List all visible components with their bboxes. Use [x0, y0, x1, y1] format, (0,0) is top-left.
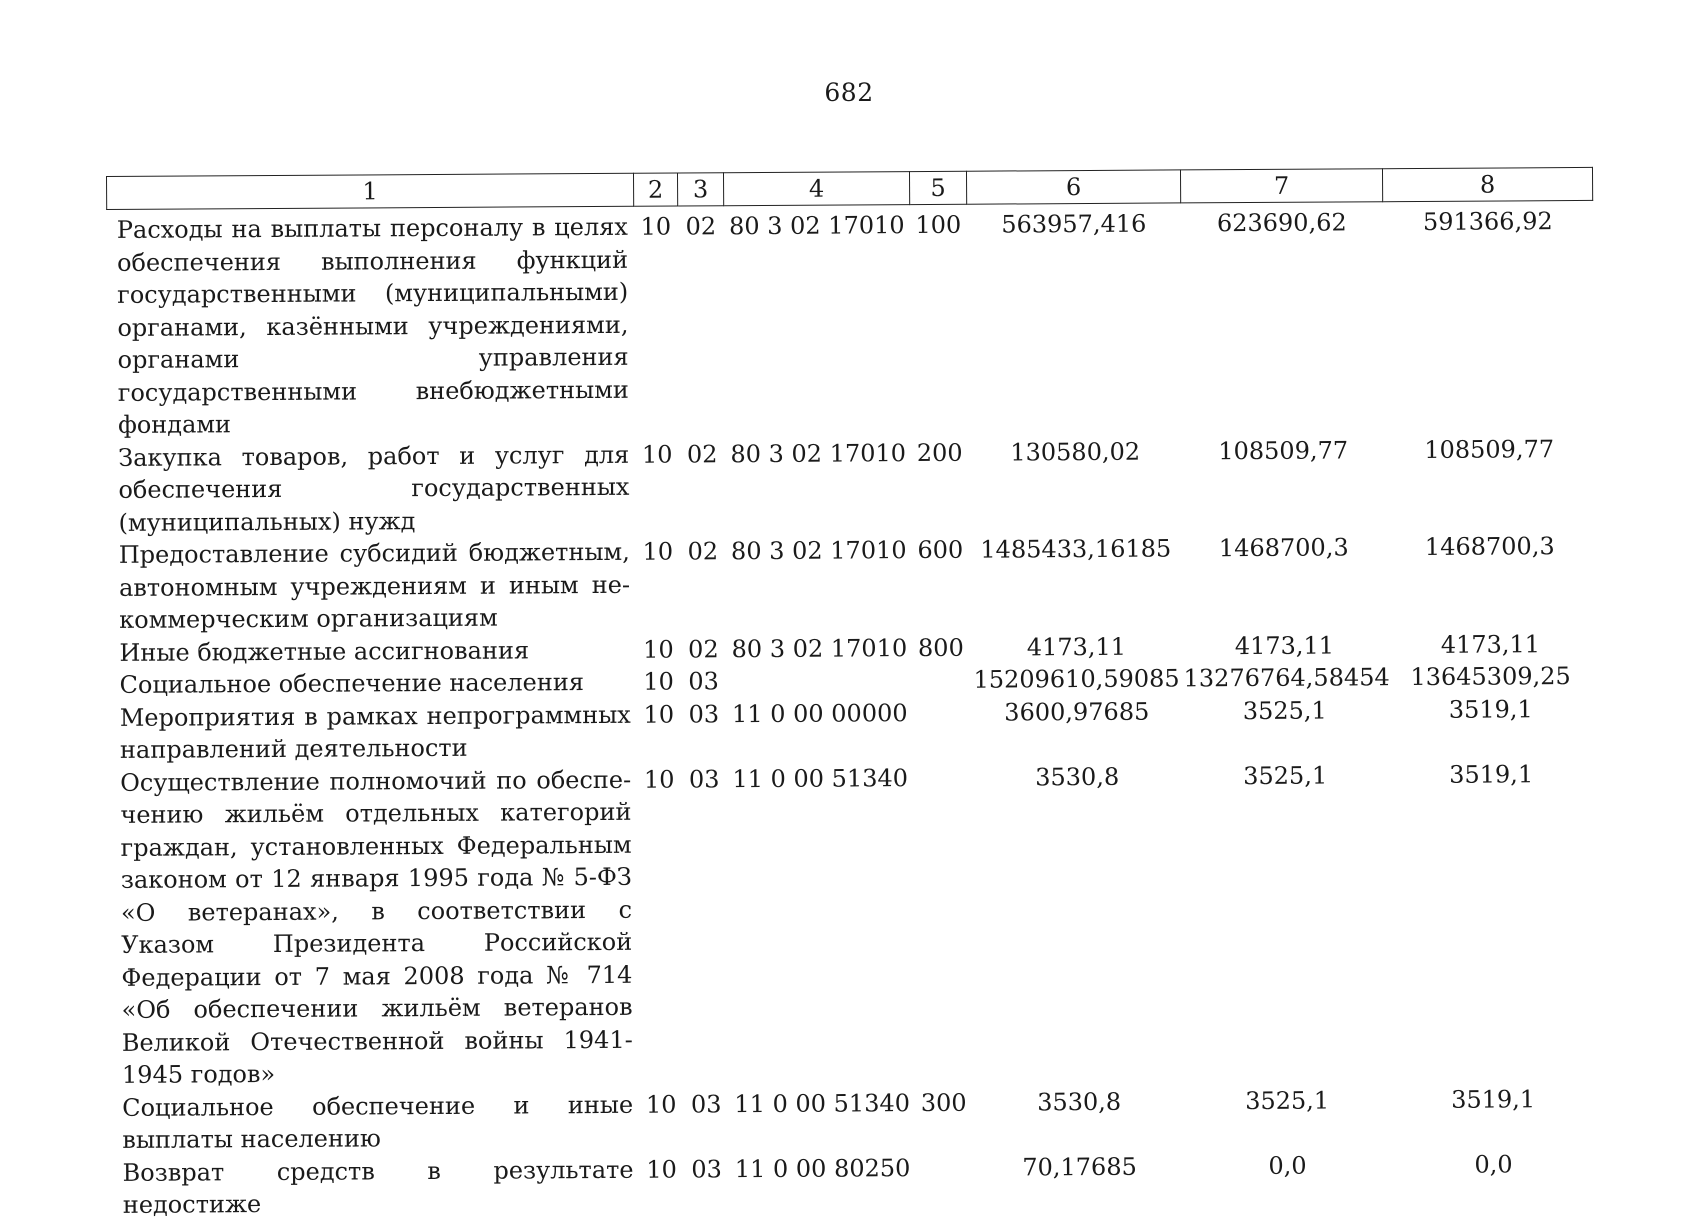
row-amount-col-8: 108509,77 — [1424, 434, 1555, 464]
row-amount-col-6: 3530,8 — [1035, 762, 1120, 791]
row-description: Возврат средств в результате недостиже — [122, 1155, 634, 1219]
row-target-article-code: 11 0 00 51340 — [734, 1088, 911, 1118]
row-section-code: 10 — [643, 667, 674, 696]
table-row — [110, 757, 1598, 1091]
header-col-5: 5 — [909, 171, 966, 204]
row-description: Закупка товаров, работ и услуг для обеспечения государственных (муниципальных) нужд — [118, 440, 630, 537]
row-section-code: 10 — [642, 537, 674, 566]
row-expense-type-code: 100 — [915, 210, 962, 240]
row-expense-type-code — [915, 1151, 972, 1216]
table-row — [112, 1147, 1598, 1221]
row-expense-type-code — [913, 761, 972, 1086]
row-amount-col-7: 623690,62 — [1216, 208, 1347, 238]
row-amount-col-8: 1468700,3 — [1424, 532, 1555, 561]
row-description: Осуществление полномочий по обеспечению жильём отдельных категорий граждан, установленных Федеральным законом от 12 января 1995 года № 5-ФЗ «О ветеранах», в соответствии с Указом Президента Российской Федерации от 7 мая 2008 года № 714 «Об обеспечении жильём ветеранов Великой Отечественной войны 1941-1945 годов» — [120, 765, 633, 1089]
row-amount-col-7: 13276764,58454 — [1183, 663, 1390, 693]
header-col-3: 3 — [677, 173, 723, 206]
row-amount-col-8: 3519,1 — [1451, 1084, 1536, 1114]
table-body — [107, 200, 1599, 1221]
row-section-code: 10 — [643, 635, 674, 664]
row-target-article-code: 11 0 00 80250 — [734, 1153, 911, 1183]
row-amount-col-6: 4173,11 — [1026, 632, 1127, 661]
row-section-code: 10 — [645, 1090, 677, 1119]
row-expense-type-code: 800 — [917, 633, 964, 662]
row-subsection-code: 03 — [691, 1154, 722, 1183]
row-amount-col-7: 3525,1 — [1242, 696, 1327, 725]
row-amount-col-8: 591366,92 — [1422, 207, 1553, 236]
row-subsection-code: 02 — [687, 537, 719, 566]
row-target-article-code: 11 0 00 00000 — [731, 698, 908, 728]
row-subsection-code: 02 — [686, 439, 718, 468]
row-amount-col-6: 563957,416 — [1001, 209, 1147, 239]
row-subsection-code: 03 — [688, 699, 720, 728]
row-subsection-code: 02 — [688, 634, 719, 663]
row-amount-col-6: 3600,97685 — [1004, 697, 1150, 727]
row-target-article-code: 80 3 02 17010 — [728, 211, 905, 241]
header-col-2: 2 — [633, 173, 677, 206]
row-amount-col-8: 3519,1 — [1448, 694, 1533, 724]
row-amount-col-7: 3525,1 — [1245, 1086, 1330, 1115]
row-amount-col-6: 1485433,16185 — [980, 534, 1172, 564]
row-amount-col-7: 1468700,3 — [1218, 533, 1349, 563]
row-target-article-code — [727, 664, 913, 698]
table-row — [109, 530, 1596, 637]
row-amount-col-8: 4173,11 — [1440, 629, 1541, 659]
row-section-code: 10 — [646, 1155, 677, 1184]
row-amount-col-7: 108509,77 — [1218, 435, 1349, 465]
row-target-article-code: 11 0 00 51340 — [732, 763, 909, 793]
header-col-4: 4 — [723, 172, 909, 206]
header-col-8: 8 — [1382, 167, 1592, 201]
row-subsection-code: 03 — [688, 764, 720, 793]
row-amount-col-8: 3519,1 — [1449, 759, 1534, 789]
row-section-code: 10 — [640, 212, 672, 241]
row-expense-type-code: 600 — [917, 535, 964, 565]
row-section-code: 10 — [643, 700, 675, 729]
row-description: Мероприятия в рамках непрограммных направлений деятельности — [119, 700, 631, 764]
budget-table-sheet — [106, 167, 1598, 1221]
table-row — [110, 692, 1596, 766]
row-section-code: 10 — [641, 440, 673, 469]
row-amount-col-6: 15209610,59085 — [973, 664, 1180, 694]
row-subsection-code: 03 — [690, 1089, 722, 1118]
row-target-article-code: 80 3 02 17010 — [730, 536, 907, 566]
row-target-article-code: 80 3 02 17010 — [731, 633, 908, 663]
row-description: Предоставление субсидий бюджетным, автономным учреждениям и иным некоммерческим организациям — [118, 537, 631, 634]
page-number: 682 — [824, 78, 874, 107]
row-amount-col-7: 0,0 — [1268, 1151, 1307, 1180]
row-target-article-code: 80 3 02 17010 — [730, 438, 907, 468]
table-row — [112, 1082, 1598, 1156]
row-amount-col-6: 70,17685 — [1022, 1152, 1137, 1181]
row-expense-type-code — [913, 696, 970, 761]
table-row — [107, 205, 1594, 442]
budget-table — [106, 167, 1599, 1221]
row-subsection-code: 02 — [685, 212, 717, 241]
header-col-7: 7 — [1180, 169, 1382, 203]
row-description: Социальное обеспечение населения — [119, 668, 584, 699]
row-amount-col-7: 4173,11 — [1234, 631, 1335, 660]
table-row — [108, 432, 1595, 539]
header-col-1: 1 — [107, 173, 634, 209]
row-expense-type-code — [912, 664, 969, 697]
row-description: Социальное обеспечение и иные выплаты населению — [122, 1090, 634, 1154]
row-description: Расходы на выплаты персоналу в целях обеспечения выполнения функций государственными (муниципальными) органами, казёнными учреждениями, органами управления государственными внебюджетными фондами — [116, 212, 629, 439]
row-description: Иные бюджетные ассигнования — [119, 635, 530, 667]
row-expense-type-code: 300 — [920, 1088, 967, 1117]
row-subsection-code: 03 — [688, 667, 719, 696]
row-amount-col-6: 130580,02 — [1010, 437, 1141, 466]
row-amount-col-7: 3525,1 — [1243, 761, 1328, 790]
row-section-code: 10 — [643, 765, 675, 794]
row-amount-col-8: 0,0 — [1474, 1149, 1513, 1179]
row-amount-col-6: 3530,8 — [1037, 1087, 1122, 1116]
row-expense-type-code: 200 — [916, 438, 963, 467]
header-col-6: 6 — [966, 170, 1180, 204]
row-amount-col-8: 13645309,25 — [1410, 662, 1571, 692]
